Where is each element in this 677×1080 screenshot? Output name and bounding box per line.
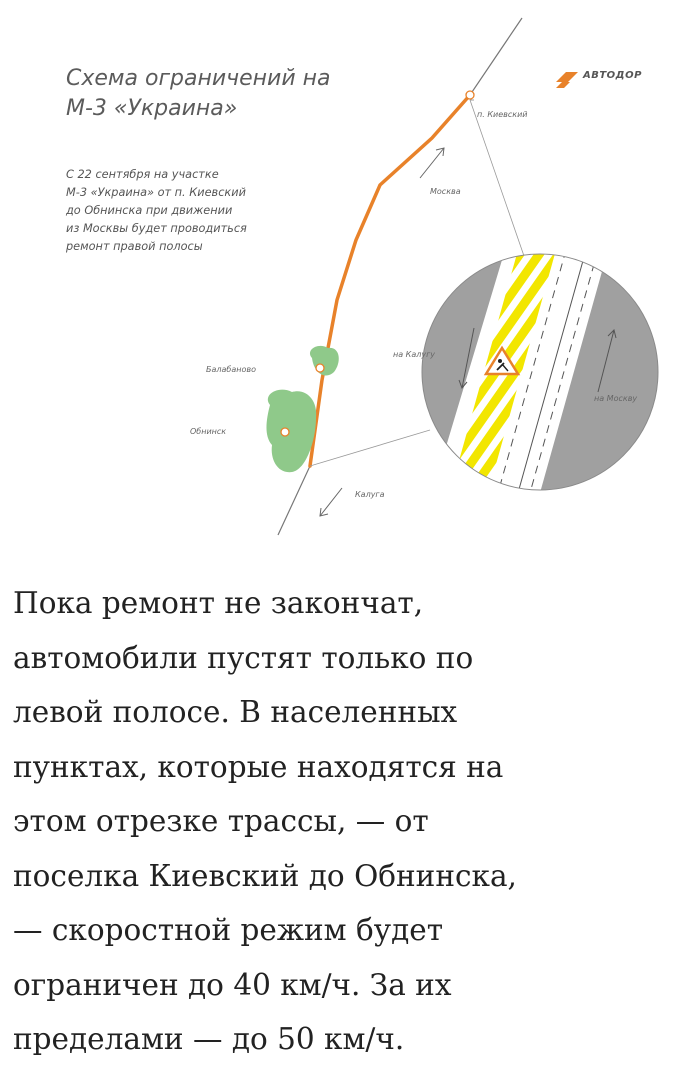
label-balabanovo: Балабаново (206, 365, 256, 374)
lens-connector-top (470, 100, 524, 256)
schema-title-line-1: Схема ограничений на (66, 66, 331, 91)
obninsk-marker (281, 428, 289, 436)
schema-title-line-2: М-3 «Украина» (66, 96, 238, 121)
article-line: этом отрезке трассы, — от (13, 804, 429, 838)
article-line: левой полосе. В населенных (13, 695, 458, 729)
lens-connector-bottom (310, 430, 430, 466)
schema-description (66, 166, 336, 256)
article-line: Пока ремонт не закончат, (13, 586, 424, 620)
article-line: — скоростной режим будет (13, 913, 444, 947)
article-line: поселка Киевский до Обнинска, (13, 858, 517, 893)
label-obninsk: Обнинск (190, 427, 227, 436)
balabanovo-area (310, 346, 339, 376)
avtodor-logo (580, 70, 642, 81)
article-line: пунктах, которые находятся на (13, 749, 504, 784)
balabanovo-marker (316, 364, 324, 372)
article-line: автомобили пустят только по (13, 640, 474, 675)
description-line: ремонт правой полосы (66, 240, 203, 253)
label-to-kaluga: на Калугу (393, 350, 436, 359)
label-kievsky: п. Киевский (477, 110, 528, 119)
article-line: пределами — до 50 км/ч. (13, 1022, 405, 1056)
logo-text: АВТОДОР (583, 70, 642, 81)
kievsky-marker (466, 91, 474, 99)
article-paragraph (13, 576, 663, 1067)
description-line: С 22 сентября на участке (66, 168, 219, 181)
description-line: из Москвы будет проводиться (66, 222, 247, 235)
label-moscow: Москва (430, 187, 461, 196)
schema-title (66, 64, 396, 124)
description-line: М-3 «Украина» от п. Киевский (66, 186, 246, 199)
description-line: до Обнинска при движении (66, 204, 233, 217)
label-to-moscow: на Москву (594, 394, 638, 403)
arrow-to-kaluga-icon (320, 488, 342, 516)
obninsk-area (267, 390, 317, 473)
arrow-to-moscow-icon (420, 148, 444, 178)
article-line: ограничен до 40 км/ч. За их (13, 967, 452, 1002)
label-kaluga: Калуга (355, 490, 385, 499)
avtodor-logo-icon (556, 72, 578, 88)
